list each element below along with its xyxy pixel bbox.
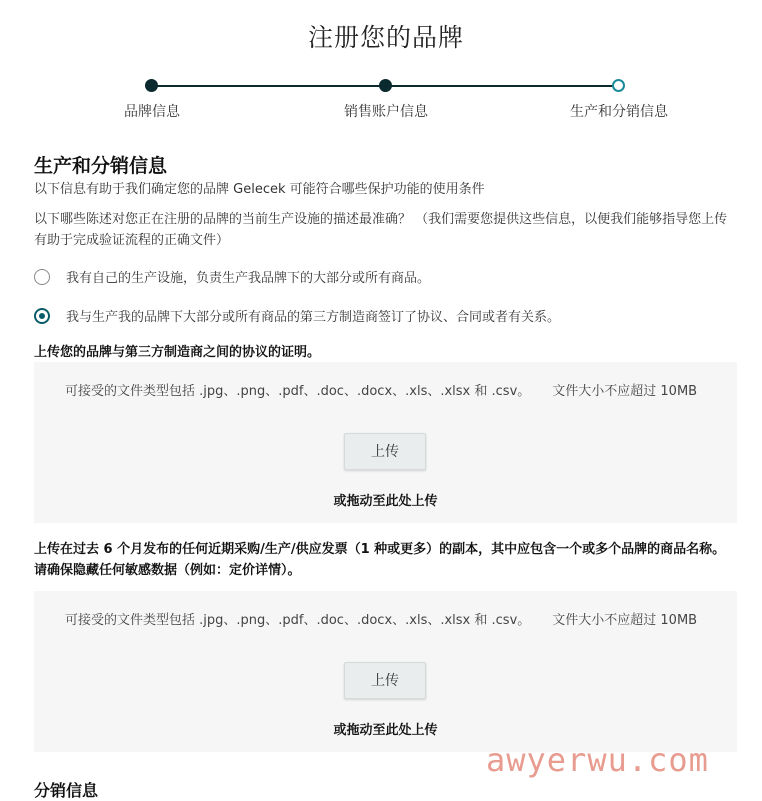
file-requirements bbox=[65, 609, 697, 628]
drag-drop-hint: 或拖动至此处上传 bbox=[333, 494, 438, 509]
page-title: 注册您的品牌 bbox=[307, 23, 464, 52]
upload-button[interactable]: 上传 bbox=[344, 433, 426, 470]
upload-agreement-dropzone[interactable] bbox=[34, 362, 737, 523]
step-1-label: 品牌信息 bbox=[124, 104, 180, 120]
step-3-label: 生产和分销信息 bbox=[570, 104, 668, 120]
facility-question: 以下哪些陈述对您正在注册的品牌的当前生产设施的描述最准确？ （我们需要您提供这些信息，以便我们能够指导您上传有助于完成验证流程的正确文件） bbox=[34, 212, 728, 248]
step-2-dot bbox=[379, 79, 392, 92]
distribution-section-title: 分销信息 bbox=[34, 781, 99, 800]
option-own-facility[interactable] bbox=[34, 267, 430, 286]
option-label: 我有自己的生产设施，负责生产我品牌下的大部分或所有商品。 bbox=[66, 271, 431, 286]
upload-button[interactable]: 上传 bbox=[344, 662, 426, 699]
drag-drop-hint: 或拖动至此处上传 bbox=[333, 723, 438, 738]
file-types-text: 可接受的文件类型包括 .jpg、.png、.pdf、.doc、.docx、.xls、.xlsx 和 .csv。 bbox=[65, 613, 531, 628]
file-types-text: 可接受的文件类型包括 .jpg、.png、.pdf、.doc、.docx、.xls、.xlsx 和 .csv。 bbox=[65, 384, 531, 399]
upload-invoice-label: 上传在过去 6 个月发布的任何近期采购/生产/供应发票（1 种或更多）的副本，其中应包含一个或多个品牌的商品名称。请确保隐藏任何敏感数据（例如：定价详情）。 bbox=[34, 542, 726, 578]
step-3-dot bbox=[612, 79, 625, 92]
option-third-party[interactable] bbox=[34, 306, 560, 325]
upload-agreement-label: 上传您的品牌与第三方制造商之间的协议的证明。 bbox=[34, 345, 321, 360]
step-1-dot bbox=[145, 79, 158, 92]
step-2-label: 销售账户信息 bbox=[344, 104, 428, 120]
section-title: 生产和分销信息 bbox=[34, 155, 168, 177]
file-requirements bbox=[65, 380, 697, 399]
radio-button-selected[interactable] bbox=[34, 308, 50, 324]
size-limit-text: 文件大小不应超过 10MB bbox=[552, 384, 698, 399]
upload-invoice-dropzone[interactable] bbox=[34, 591, 737, 752]
option-label: 我与生产我的品牌下大部分或所有商品的第三方制造商签订了协议、合同或者有关系。 bbox=[66, 310, 561, 325]
section-subtitle: 以下信息有助于我们确定您的品牌 Gelecek 可能符合哪些保护功能的使用条件 bbox=[34, 182, 485, 197]
size-limit-text: 文件大小不应超过 10MB bbox=[552, 613, 698, 628]
watermark: awyerwu.com bbox=[486, 741, 709, 779]
radio-button[interactable] bbox=[34, 269, 50, 285]
